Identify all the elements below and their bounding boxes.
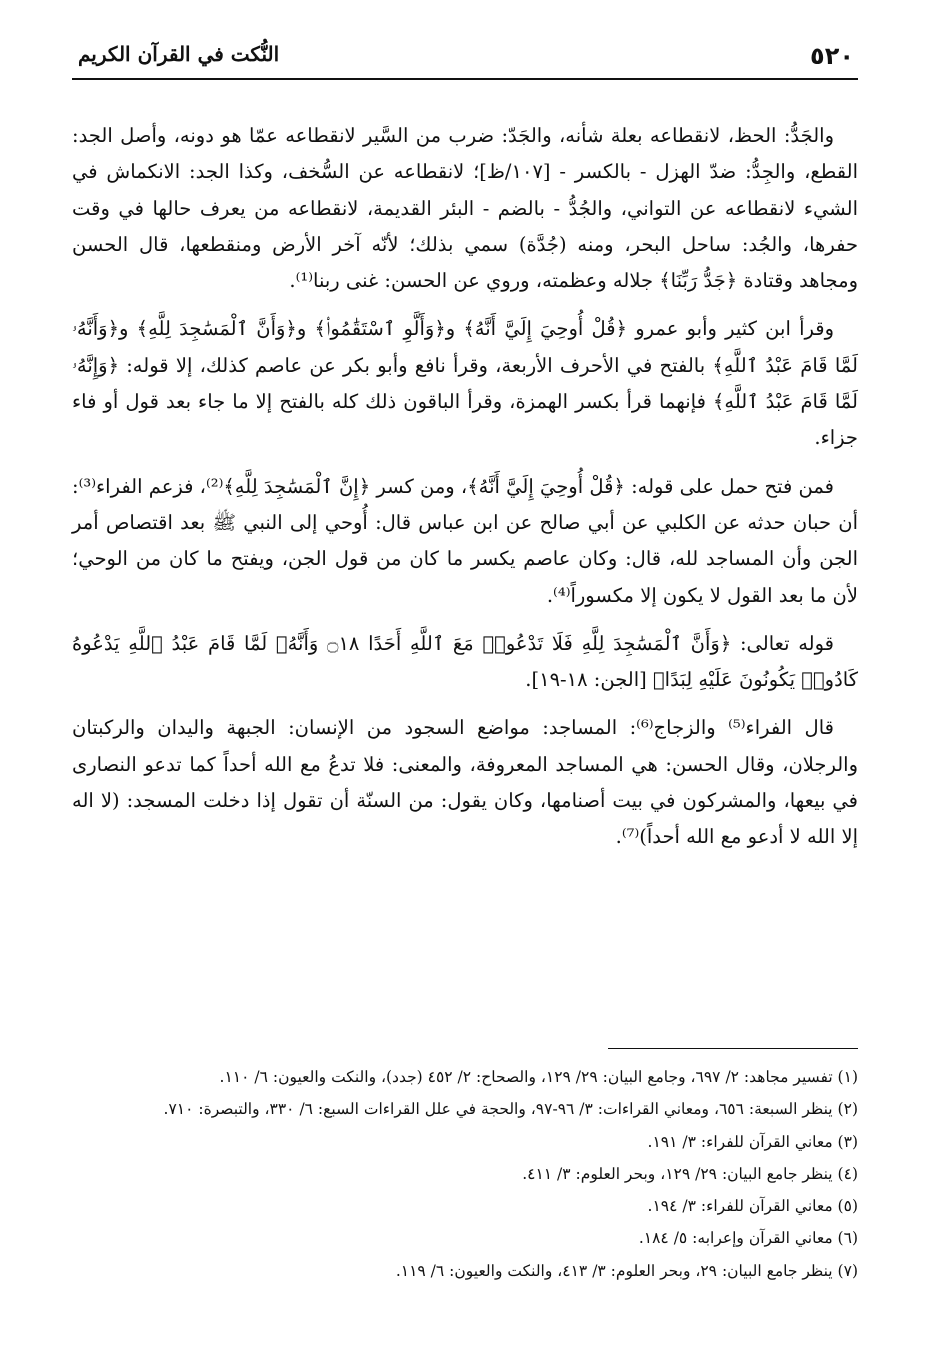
page-number: ٥٢٠ — [810, 42, 854, 70]
book-page — [72, 28, 858, 1351]
footnotes — [72, 1061, 858, 1287]
book-title: النُّكت في القرآن الكريم — [78, 42, 280, 66]
footnote: (٥) معاني القرآن للفراء: ٣/ ١٩٤. — [647, 1197, 858, 1216]
footnote: (١) تفسير مجاهد: ٢/ ٦٩٧، وجامع البيان: ٢٩/ ١٢٩، والصحاح: ٢/ ٤٥٢ (جدد)، والنكت والعيون: ٦/ ١١٠. — [219, 1068, 858, 1086]
paragraph: فمن فتح حمل على قوله: ﴿قُلْ أُوحِيَ إِلَيَّ أَنَّهُ﴾، ومن كسر ﴿إِنَّ ٱلْمَسَٰجِدَ لِلَّهِ﴾⁽²⁾، فزعم الفراء⁽³⁾: أن حبان حدثه عن الكلبي عن أبي صالح عن ابن عباس قال: أُوحي إلى النبي ﷺ بعد اقتصاص أمر الجن وأن المساجد لله، قال: وكان عاصم يكسر ما كان من قول الجن، ويفتح ما كان من الوحي؛ لأن ما بعد القول لا يكون إلا مكسوراً⁽⁴⁾. — [72, 474, 858, 607]
paragraph: قال الفراء⁽⁵⁾ والزجاج⁽⁶⁾: المساجد: مواضع السجود من الإنسان: الجبهة واليدان والركبتان والرجلان، وقال الحسن: هي المساجد المعروفة، والمعنى: فلا تدعُ مع الله أحداً كما تدعو النصارى في بيعها، والمشركون في بيت أصنامها، وكان يقول: من السنّة أن تقول إذا دخلت المسجد: (لا اله إلا الله لا أدعو مع الله أحداً)⁽⁷⁾. — [72, 716, 858, 849]
footnote: (٣) معاني القرآن للفراء: ٣/ ١٩١. — [647, 1132, 858, 1151]
paragraph: وقرأ ابن كثير وأبو عمرو ﴿قُلْ أُوحِيَ إِلَيَّ أَنَّهُ﴾ و﴿وَأَلَّوِ ٱسْتَقَٰمُوا۟﴾ و﴿وَأَنَّ ٱلْمَسَٰجِدَ لِلَّهِ﴾ و﴿وَأَنَّهُۥ لَمَّا قَامَ عَبْدُ ٱللَّهِ﴾ بالفتح في الأحرف الأربعة، وقرأ نافع وأبو بكر عن عاصم كذلك، إلا قوله: ﴿وَإِنَّهُۥ لَمَّا قَامَ عَبْدُ ٱللَّهِ﴾ فإنهما قرأ بكسر الهمزة، وقرأ الباقون ذلك كله بالفتح إلا ما جاء بعد قول أو فاء جزاء. — [72, 317, 858, 450]
main-text — [72, 118, 858, 856]
footnote: (٦) معاني القرآن وإعرابه: ٥/ ١٨٤. — [638, 1229, 858, 1248]
paragraph: قوله تعالى: ﴿وَأَنَّ ٱلْمَسَٰجِدَ لِلَّهِ فَلَا تَدْعُوا۟ مَعَ ٱللَّهِ أَحَدًا ۝١٨ وَأَنَّهُۥ لَمَّا قَامَ عَبْدُ ٱللَّهِ يَدْعُوهُ كَادُوا۟ يَكُونُونَ عَلَيْهِ لِبَدًا﴾ [الجن: ١٨-١٩]. — [72, 631, 858, 692]
paragraph: والجَدُّ: الحظ، لانقطاعه بعلة شأنه، والجَدّ: ضرب من السَّير لانقطاعه عمّا هو دونه، وأصل الجد: القطع، والجِدُّ: ضدّ الهزل - بالكسر - [١٠٧/ظ]؛ لانقطاعه عن السُّخف، وكذا الجد: الانكماش في الشيء لانقطاعه عن التواني، والجُدُّ - بالضم - البئر القديمة، لانقطاعه من يعرف حالها في وقت حفرها، والجُد: ساحل البحر، ومنه (جُدَّة) سمي بذلك؛ لأنّه آخر الأرض ومنقطعها، قال الحسن ومجاهد وقتادة ﴿جَدُّ رَبِّنَا﴾ جلاله وعظمته، وروي عن الحسن: غنى ربنا⁽¹⁾. — [72, 124, 858, 293]
footnote-divider — [608, 1048, 858, 1049]
footnote: (٧) ينظر جامع البيان: ٢٩، وبحر العلوم: ٣/ ٤١٣، والنكت والعيون: ٦/ ١١٩. — [395, 1261, 858, 1280]
footnote: (٤) ينظر جامع البيان: ٢٩/ ١٢٩، وبحر العلوم: ٣/ ٤١١. — [522, 1164, 858, 1183]
page-header — [72, 28, 858, 80]
footnote: (٢) ينظر السبعة: ٦٥٦، ومعاني القراءات: ٣/ ٩٦-٩٧، والحجة في علل القراءات السبع: ٦/ ٣٣٠، والتبصرة: ٧١٠. — [163, 1100, 858, 1119]
